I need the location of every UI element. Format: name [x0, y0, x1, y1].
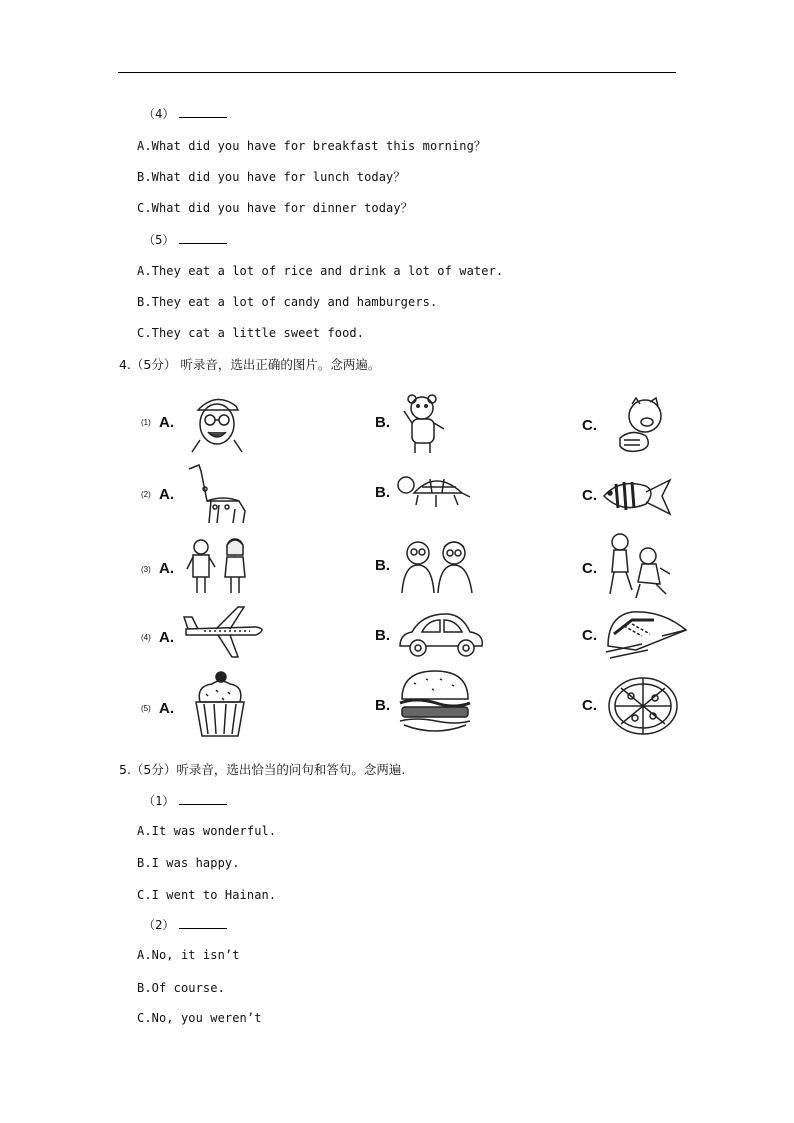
toy-pig-icon[interactable]	[612, 396, 670, 460]
q5-item-1-option-b: B.I was happy.	[137, 856, 240, 870]
q5-item-1-number: （1）	[143, 792, 227, 809]
teddy-bear-icon[interactable]	[400, 393, 450, 459]
q5-item-2-option-c: C.No, you weren’t	[137, 1011, 262, 1025]
row-number: (5)	[141, 704, 151, 713]
q5-item-1-option-c: C.I went to Hainan.	[137, 888, 277, 902]
row-number: (1)	[141, 418, 151, 427]
option-c-label: C.	[582, 560, 597, 577]
q5-item-2-option-b: B.Of course.	[137, 981, 225, 995]
option-b-label: B.	[375, 627, 390, 644]
option-c-label: C.	[582, 627, 597, 644]
answer-blank[interactable]	[179, 107, 227, 118]
row-number: (3)	[141, 565, 151, 574]
option-a-label: A.	[159, 414, 174, 431]
q3-item-5-option-c: C.They cat a little sweet food.	[137, 326, 365, 340]
option-a-label: A.	[159, 700, 174, 717]
header-rule	[118, 72, 676, 73]
q5-title: 5.（5分）听录音，选出恰当的问句和答句。念两遍.	[119, 762, 406, 777]
turtle-icon[interactable]	[396, 473, 472, 519]
man-with-glasses-icon[interactable]	[190, 390, 245, 456]
fish-icon[interactable]	[600, 474, 674, 524]
option-c-label: C.	[582, 417, 597, 434]
q3-item-4-number: （4）	[143, 105, 227, 122]
q3-item-4-option-a: A.What did you have for breakfast this morning？	[137, 139, 487, 153]
q3-item-4-option-b: B.What did you have for lunch today？	[137, 170, 406, 184]
q3-item-5-option-a: A.They eat a lot of rice and drink a lot of water.	[137, 264, 504, 278]
option-b-label: B.	[375, 484, 390, 501]
option-a-label: A.	[159, 629, 174, 646]
q3-item-4-option-c: C.What did you have for dinner today？	[137, 201, 413, 215]
q4-title: 4.（5分） 听录音，选出正确的图片。念两遍。	[119, 357, 381, 372]
q3-item-5-option-b: B.They eat a lot of candy and hamburgers.	[137, 295, 438, 309]
row-number: (2)	[141, 490, 151, 499]
answer-blank[interactable]	[179, 794, 227, 805]
car-icon[interactable]	[396, 610, 486, 664]
option-c-label: C.	[582, 697, 597, 714]
children-playing-icon[interactable]	[604, 532, 674, 606]
option-b-label: B.	[375, 414, 390, 431]
row-number: (4)	[141, 633, 151, 642]
option-c-label: C.	[582, 487, 597, 504]
q5-item-2-option-a: A.No, it isn’t	[137, 948, 240, 962]
giraffe-icon[interactable]	[183, 461, 253, 531]
answer-blank[interactable]	[179, 918, 227, 929]
q3-item-5-number: （5）	[143, 231, 227, 248]
young-couple-icon[interactable]	[185, 535, 255, 599]
airplane-icon[interactable]	[182, 605, 270, 663]
hamburger-icon[interactable]	[396, 669, 474, 739]
q5-item-2-number: （2）	[143, 916, 227, 933]
grandparents-icon[interactable]	[398, 537, 476, 597]
option-a-label: A.	[159, 486, 174, 503]
q5-item-1-option-a: A.It was wonderful.	[137, 824, 277, 838]
train-icon[interactable]	[602, 606, 688, 664]
option-b-label: B.	[375, 557, 390, 574]
option-a-label: A.	[159, 560, 174, 577]
option-b-label: B.	[375, 697, 390, 714]
pizza-icon[interactable]	[607, 674, 679, 740]
answer-blank[interactable]	[179, 233, 227, 244]
cupcake-icon[interactable]	[192, 670, 248, 742]
